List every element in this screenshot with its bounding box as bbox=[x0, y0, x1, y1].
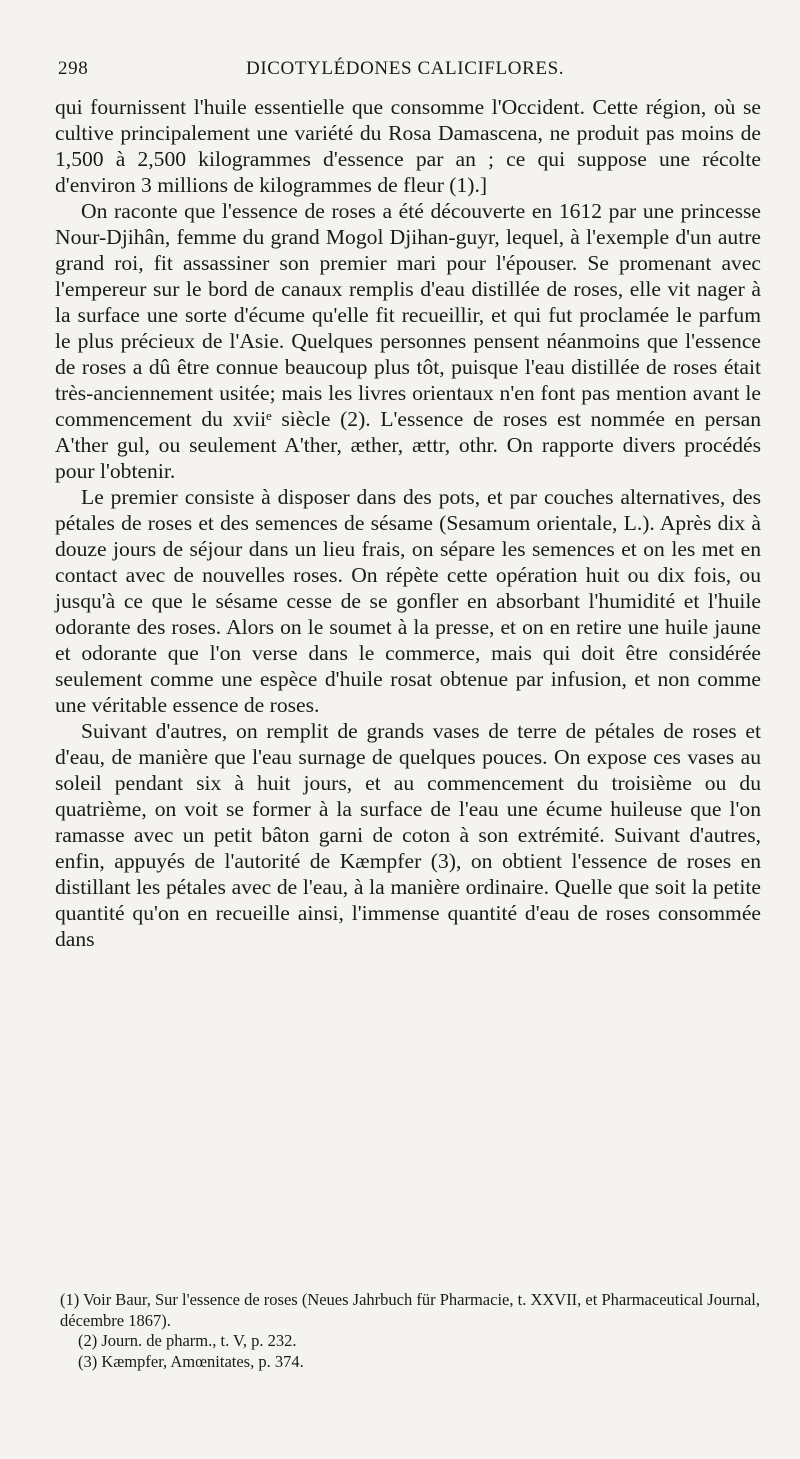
paragraph-1: qui fournissent l'huile essentielle que consomme l'Occident. Cette région, où se cultive principalement une variété du Rosa Damascena, ne produit pas moins de 1,500 à 2,500 kilogrammes d'essence par an ; ce qui suppose une récolte d'environ 3 millions de kilogrammes de fleur (1).] bbox=[55, 95, 761, 197]
running-head bbox=[58, 58, 758, 88]
page-number: 298 bbox=[58, 58, 89, 79]
main-text bbox=[55, 94, 761, 952]
footnotes bbox=[60, 1290, 760, 1372]
footnote-3: (3) Kæmpfer, Amœnitates, p. 374. bbox=[78, 1351, 304, 1371]
running-title: DICOTYLÉDONES CALICIFLORES. bbox=[246, 58, 565, 79]
footnote-1: (1) Voir Baur, Sur l'essence de roses (Neues Jahrbuch für Pharmacie, t. XXVII, et Pharmaceutical Journal, décembre 1867). bbox=[60, 1290, 760, 1330]
paragraph-2: On raconte que l'essence de roses a été découverte en 1612 par une princesse Nour-Djihân, femme du grand Mogol Djihan-guyr, lequel, à l'exemple d'un autre grand roi, fit assassiner son premier mari pour l'épouser. Se promenant avec l'empereur sur le bord de canaux remplis d'eau distillée de roses, elle vit nager à la surface une sorte d'écume qu'elle fit recueillir, et qui fut proclamée le parfum le plus précieux de l'Asie. Quelques personnes pensent néanmoins que l'essence de roses a dû être connue beaucoup plus tôt, puisque l'eau distillée de roses était très-anciennement usitée; mais les livres orientaux n'en font pas mention avant le commencement du xviiᵉ siècle (2). L'essence de roses est nommée en persan A'ther gul, ou seulement A'ther, æther, ættr, othr. On rapporte divers procédés pour l'obtenir. bbox=[55, 199, 761, 483]
footnote-2: (2) Journ. de pharm., t. V, p. 232. bbox=[78, 1331, 297, 1350]
paragraph-4: Suivant d'autres, on remplit de grands vases de terre de pétales de roses et d'eau, de manière que l'eau surnage de quelques pouces. On expose ces vases au soleil pendant six à huit jours, et au commencement du troisième ou du quatrième, on voit se former à la surface de l'eau une écume huileuse que l'on ramasse avec un petit bâton garni de coton à son extrémité. Suivant d'autres, enfin, appuyés de l'autorité de Kæmpfer (3), on obtient l'essence de roses en distillant les pétales avec de l'eau, à la manière ordinaire. Quelle que soit la petite quantité qu'on en recueille ainsi, l'immense quantité d'eau de roses consommée dans bbox=[55, 719, 761, 951]
paragraph-3: Le premier consiste à disposer dans des pots, et par couches alternatives, des pétales de roses et des semences de sésame (Sesamum orientale, L.). Après dix à douze jours de séjour dans un lieu frais, on sépare les semences et on les met en contact avec de nouvelles roses. On répète cette opération huit ou dix fois, ou jusqu'à ce que le sésame cesse de se gonfler en absorbant l'humidité et l'huile odorante des roses. Alors on le soumet à la presse, et on en retire une huile jaune et odorante que l'on verse dans le commerce, mais qui doit être considérée seulement comme une espèce d'huile rosat obtenue par infusion, et non comme une véritable essence de roses. bbox=[55, 485, 761, 717]
